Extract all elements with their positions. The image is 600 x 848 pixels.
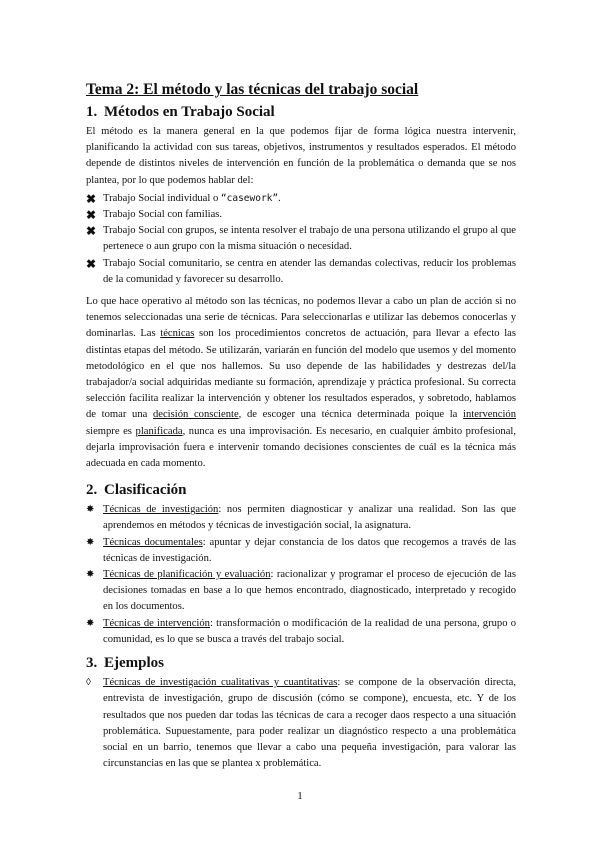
flower-bullet-icon: ✸ xyxy=(86,569,95,581)
list-item: ✸ Técnicas de planificación y evaluación: racionalizar y programar el proceso de ejecución de las decisiones tomadas en base a lo que hemos encontrado, diagnosticado, interpretado y recogido en los documentos. xyxy=(86,569,516,613)
list-item: ✸ Técnicas de investigación: nos permiten diagnosticar y analizar una realidad. Son las que aprendemos en métodos y técnicas de investigación social, la asignatura. xyxy=(86,504,516,532)
section-3-number: 3. xyxy=(86,655,98,672)
flower-bullet-icon: ✸ xyxy=(86,617,95,629)
list-item: ✖ Trabajo Social individual o “casework”. xyxy=(86,191,281,206)
section-3-list xyxy=(86,675,516,772)
section-2-number: 2. xyxy=(86,482,98,499)
flower-bullet-icon: ✸ xyxy=(86,536,95,548)
cross-bullet-icon: ✖ xyxy=(86,208,97,223)
section-3-title: Ejemplos xyxy=(104,655,164,672)
cross-bullet-icon: ✖ xyxy=(86,256,97,271)
cross-bullet-icon: ✖ xyxy=(86,224,97,239)
section-2-list xyxy=(86,502,516,648)
section-2-title: Clasificación xyxy=(104,482,187,499)
section-1-number: 1. xyxy=(86,104,98,120)
section-3-heading xyxy=(86,654,516,673)
cross-bullet-icon: ✖ xyxy=(86,191,97,206)
section-1-title: Métodos en Trabajo Social xyxy=(104,104,275,120)
section-1-list xyxy=(86,191,516,288)
diamond-bullet-icon: ◊ xyxy=(86,677,91,689)
section-1-intro: El método es la manera general en la que podemos fijar de forma lógica nuestra intervenir, planificando la actividad con sus tareas, objetivos, instrumentos y resultados esperados. El método depende de distintos niveles de intervención en función de la problemática o demanda que se nos plantea, por lo que podemos hablar del: xyxy=(86,126,516,186)
section-1-heading xyxy=(86,103,516,122)
list-item: ✖ Trabajo Social con familias. xyxy=(86,208,223,223)
section-1-paragraph: Lo que hace operativo al método son las técnicas, no podemos llevar a cabo un plan de acción si no tenemos seleccionadas una serie de técnicas. Para seleccionarlas e utilizar las debemos conocerlas y dominarlas. Las técnicas son los procedimientos concretos de actuación, para llevar a efecto las distintas etapas del método. Se utilizarán, variarán en función del modelo que usemos y del momento metodológico en el que nos hallemos. Su uso depende de las habilidades y destrezas del/la trabajador/a social adquiridas mediante su formación, aprendizaje y práctica profesional. Su correcta selección facilita realizar la intervención y obtener los resultados esperados, y sobretodo, hablamos de tomar una decisión consciente, de escoger una técnica determinada poique la intervención siempre es planificada, nunca es una improvisación. Es necesario, en cualquier ámbito profesional, dejarla improvisación fuera e intervenir tomando decisiones conscientes de cuál es la técnica más adecuada en cada momento. xyxy=(86,296,516,470)
document-title: Tema 2: El método y las técnicas del trabajo social xyxy=(86,81,419,98)
flower-bullet-icon: ✸ xyxy=(86,504,95,516)
list-item: ✖ Trabajo Social con grupos, se intenta resolver el trabajo de una persona utilizando el grupo al que pertenece o aun grupo con la misma situación o necesidad. xyxy=(86,224,516,253)
page-number: 1 xyxy=(297,790,303,802)
list-item: ◊ Técnicas de investigación cualitativas y cuantitativas: se compone de la observación directa, entrevista de investigación, grupo de discusión (cómo se compone), encuesta, etc. Y de los resultados que nos pueden dar todas las técnicas de cara a recoger daos respecto a una situación problemática. Supuestamente, para poder realizar un diagnóstico respecto a una problemática social en un barrio, tenemos que llevar a cabo una pequeña investigación, para valorar las circunstancias en las que se plantea x problemática. xyxy=(86,677,516,770)
list-item: ✖ Trabajo Social comunitario, se centra en atender las demandas colectivas, reducir los problemas de la comunidad y favorecer su desarrollo. xyxy=(86,256,516,285)
section-2-heading xyxy=(86,481,516,500)
list-item: ✸ Técnicas documentales: apuntar y dejar constancia de los datos que recogemos a través de las técnicas de investigación. xyxy=(86,536,516,564)
list-item: ✸ Técnicas de intervención: transformación o modificación de la realidad de una persona, grupo o comunidad, es lo que se busca a través del trabajo social. xyxy=(86,617,516,645)
document-page xyxy=(86,80,516,778)
